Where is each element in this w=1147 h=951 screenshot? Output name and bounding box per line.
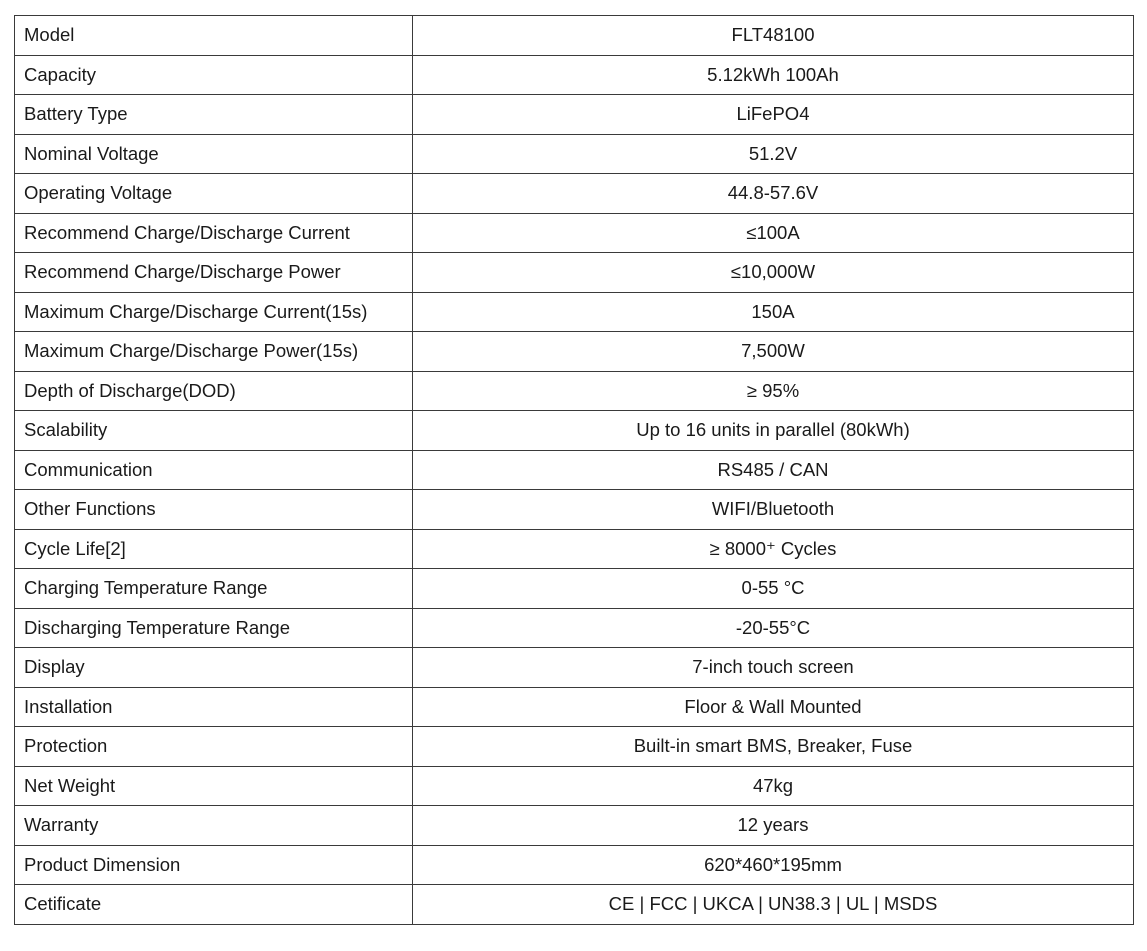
spec-label: Display — [15, 648, 413, 688]
spec-table-body — [15, 16, 1134, 925]
table-row — [15, 450, 1134, 490]
table-row — [15, 95, 1134, 135]
spec-value: -20-55°C — [413, 608, 1134, 648]
spec-value: 7,500W — [413, 332, 1134, 372]
table-row — [15, 569, 1134, 609]
spec-value: Floor & Wall Mounted — [413, 687, 1134, 727]
spec-label: Warranty — [15, 806, 413, 846]
spec-value: ≤100A — [413, 213, 1134, 253]
table-row — [15, 806, 1134, 846]
spec-value: 150A — [413, 292, 1134, 332]
table-row — [15, 885, 1134, 925]
table-row — [15, 727, 1134, 767]
spec-label: Depth of Discharge(DOD) — [15, 371, 413, 411]
spec-value: ≤10,000W — [413, 253, 1134, 293]
spec-value: 0-55 °C — [413, 569, 1134, 609]
spec-value: 51.2V — [413, 134, 1134, 174]
spec-label: Other Functions — [15, 490, 413, 530]
spec-value: WIFI/Bluetooth — [413, 490, 1134, 530]
spec-label: Product Dimension — [15, 845, 413, 885]
table-row — [15, 253, 1134, 293]
table-row — [15, 411, 1134, 451]
table-row — [15, 648, 1134, 688]
spec-value: LiFePO4 — [413, 95, 1134, 135]
spec-label: Recommend Charge/Discharge Current — [15, 213, 413, 253]
table-row — [15, 213, 1134, 253]
spec-label: Capacity — [15, 55, 413, 95]
spec-value: 620*460*195mm — [413, 845, 1134, 885]
spec-value: Up to 16 units in parallel (80kWh) — [413, 411, 1134, 451]
spec-label: Battery Type — [15, 95, 413, 135]
spec-table — [14, 15, 1134, 925]
spec-label: Maximum Charge/Discharge Power(15s) — [15, 332, 413, 372]
table-row — [15, 845, 1134, 885]
spec-label: Model — [15, 16, 413, 56]
spec-value: 12 years — [413, 806, 1134, 846]
spec-label: Installation — [15, 687, 413, 727]
spec-value: ≥ 95% — [413, 371, 1134, 411]
spec-label: Protection — [15, 727, 413, 767]
table-row — [15, 687, 1134, 727]
spec-label: Operating Voltage — [15, 174, 413, 214]
spec-label: Net Weight — [15, 766, 413, 806]
spec-label: Scalability — [15, 411, 413, 451]
spec-value: 7-inch touch screen — [413, 648, 1134, 688]
spec-label: Cetificate — [15, 885, 413, 925]
table-row — [15, 134, 1134, 174]
spec-label: Nominal Voltage — [15, 134, 413, 174]
spec-value: FLT48100 — [413, 16, 1134, 56]
table-row — [15, 332, 1134, 372]
spec-value: ≥ 8000⁺ Cycles — [413, 529, 1134, 569]
spec-value: Built-in smart BMS, Breaker, Fuse — [413, 727, 1134, 767]
table-row — [15, 292, 1134, 332]
table-row — [15, 529, 1134, 569]
spec-value: 47kg — [413, 766, 1134, 806]
spec-value: 44.8-57.6V — [413, 174, 1134, 214]
spec-label: Communication — [15, 450, 413, 490]
spec-label: Recommend Charge/Discharge Power — [15, 253, 413, 293]
table-row — [15, 174, 1134, 214]
table-row — [15, 766, 1134, 806]
spec-value: RS485 / CAN — [413, 450, 1134, 490]
spec-label: Maximum Charge/Discharge Current(15s) — [15, 292, 413, 332]
table-row — [15, 608, 1134, 648]
table-row — [15, 16, 1134, 56]
spec-label: Discharging Temperature Range — [15, 608, 413, 648]
spec-label: Cycle Life[2] — [15, 529, 413, 569]
table-row — [15, 490, 1134, 530]
spec-value: CE | FCC | UKCA | UN38.3 | UL | MSDS — [413, 885, 1134, 925]
table-row — [15, 55, 1134, 95]
spec-value: 5.12kWh 100Ah — [413, 55, 1134, 95]
spec-label: Charging Temperature Range — [15, 569, 413, 609]
table-row — [15, 371, 1134, 411]
